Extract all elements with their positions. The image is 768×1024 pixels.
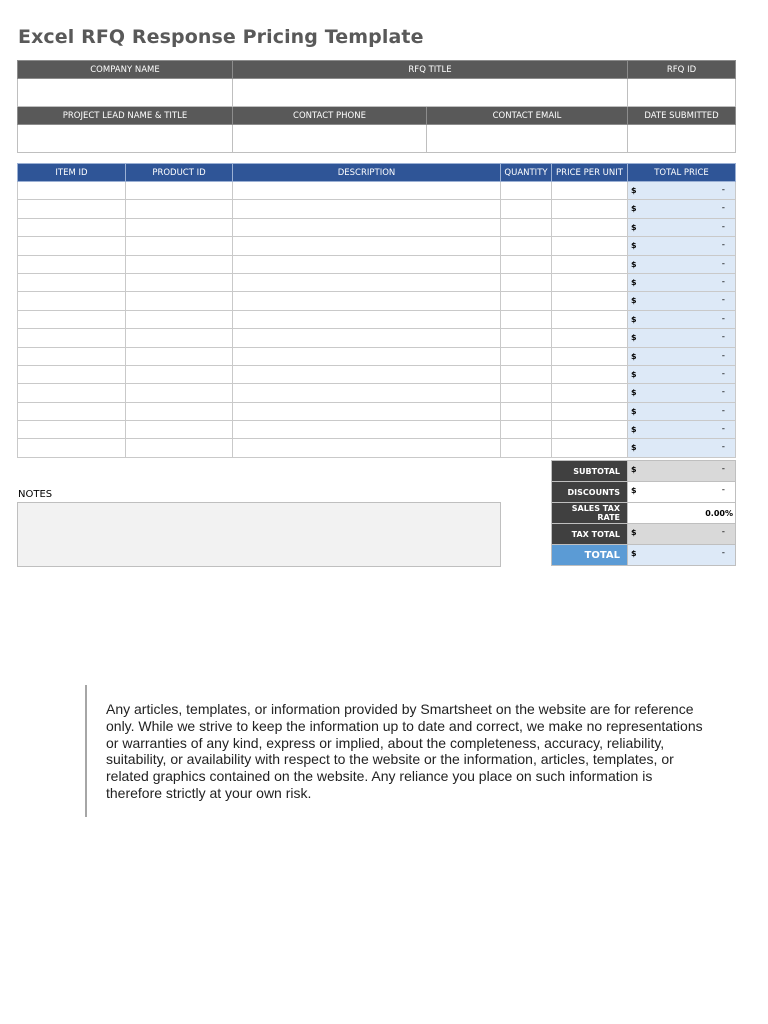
quantity-cell[interactable] — [501, 329, 552, 347]
total-price-cell — [628, 273, 736, 291]
price-per-unit-cell[interactable] — [552, 255, 628, 273]
item-id-cell[interactable] — [18, 237, 126, 255]
currency-symbol: $ — [631, 443, 637, 453]
product-id-cell[interactable] — [126, 200, 233, 218]
contact-phone-cell[interactable] — [233, 125, 427, 153]
total-price-cell — [628, 255, 736, 273]
item-id-cell[interactable] — [18, 421, 126, 439]
description-cell[interactable] — [233, 347, 501, 365]
total-price-amount: - — [721, 387, 725, 398]
company-name-cell[interactable] — [18, 79, 233, 107]
project-lead-cell[interactable] — [18, 125, 233, 153]
disclaimer-divider — [85, 685, 87, 817]
item-id-cell[interactable] — [18, 218, 126, 236]
product-id-cell[interactable] — [126, 182, 233, 200]
tax-total-label: TAX TOTAL — [552, 524, 628, 545]
page-title: Excel RFQ Response Pricing Template — [18, 26, 424, 48]
description-cell[interactable] — [233, 273, 501, 291]
quantity-cell[interactable] — [501, 365, 552, 383]
contact-phone-header: CONTACT PHONE — [233, 107, 427, 125]
description-cell[interactable] — [233, 439, 501, 457]
subtotal-currency: $ — [631, 465, 637, 474]
total-price-amount: - — [721, 313, 725, 324]
subtotal-label: SUBTOTAL — [552, 461, 628, 482]
price-per-unit-cell[interactable] — [552, 421, 628, 439]
item-id-cell[interactable] — [18, 329, 126, 347]
description-header: DESCRIPTION — [233, 164, 501, 182]
total-price-amount: - — [721, 332, 725, 343]
total-price-cell — [628, 365, 736, 383]
subtotal-value — [628, 461, 736, 482]
currency-symbol: $ — [631, 314, 637, 324]
line-items-table — [17, 163, 736, 458]
tax-total-currency: $ — [631, 528, 637, 537]
table-row — [18, 439, 736, 457]
item-id-cell[interactable] — [18, 402, 126, 420]
date-submitted-cell[interactable] — [628, 125, 736, 153]
description-cell[interactable] — [233, 310, 501, 328]
total-price-cell — [628, 292, 736, 310]
total-price-amount: - — [721, 203, 725, 214]
quantity-cell[interactable] — [501, 273, 552, 291]
item-id-cell[interactable] — [18, 439, 126, 457]
quantity-cell[interactable] — [501, 421, 552, 439]
quantity-cell[interactable] — [501, 255, 552, 273]
date-submitted-header: DATE SUBMITTED — [628, 107, 736, 125]
item-id-cell[interactable] — [18, 200, 126, 218]
item-id-cell[interactable] — [18, 384, 126, 402]
price-per-unit-cell[interactable] — [552, 347, 628, 365]
table-row — [18, 237, 736, 255]
currency-symbol: $ — [631, 369, 637, 379]
description-cell[interactable] — [233, 365, 501, 383]
currency-symbol: $ — [631, 388, 637, 398]
total-price-cell — [628, 402, 736, 420]
item-id-header: ITEM ID — [18, 164, 126, 182]
quantity-cell[interactable] — [501, 384, 552, 402]
total-price-cell — [628, 310, 736, 328]
total-price-cell — [628, 347, 736, 365]
currency-symbol: $ — [631, 277, 637, 287]
price-per-unit-cell[interactable] — [552, 310, 628, 328]
item-id-cell[interactable] — [18, 255, 126, 273]
table-row — [18, 365, 736, 383]
quantity-cell[interactable] — [501, 237, 552, 255]
quantity-cell[interactable] — [501, 200, 552, 218]
table-row — [18, 200, 736, 218]
total-price-cell — [628, 384, 736, 402]
quantity-cell[interactable] — [501, 218, 552, 236]
total-price-amount: - — [721, 185, 725, 195]
product-id-cell[interactable] — [126, 273, 233, 291]
product-id-cell[interactable] — [126, 365, 233, 383]
total-price-cell — [628, 237, 736, 255]
product-id-cell[interactable] — [126, 310, 233, 328]
item-id-cell[interactable] — [18, 273, 126, 291]
tax-rate-value[interactable] — [628, 503, 736, 524]
product-id-cell[interactable] — [126, 402, 233, 420]
total-price-amount: - — [721, 368, 725, 379]
product-id-cell[interactable] — [126, 237, 233, 255]
description-cell[interactable] — [233, 329, 501, 347]
total-price-amount: - — [721, 295, 725, 306]
quantity-cell[interactable] — [501, 347, 552, 365]
total-price-amount: - — [721, 276, 725, 287]
tax-rate-amount: 0.00% — [705, 509, 733, 518]
discounts-value[interactable] — [628, 482, 736, 503]
item-id-cell[interactable] — [18, 292, 126, 310]
table-row — [18, 310, 736, 328]
total-price-amount: - — [721, 221, 725, 232]
currency-symbol: $ — [631, 204, 637, 214]
discounts-amount: - — [721, 485, 725, 495]
currency-symbol: $ — [631, 406, 637, 416]
currency-symbol: $ — [631, 241, 637, 251]
product-id-cell[interactable] — [126, 384, 233, 402]
product-id-cell[interactable] — [126, 439, 233, 457]
total-price-amount: - — [721, 240, 725, 251]
description-cell[interactable] — [233, 182, 501, 200]
description-cell[interactable] — [233, 402, 501, 420]
currency-symbol: $ — [631, 186, 637, 195]
description-cell[interactable] — [233, 218, 501, 236]
currency-symbol: $ — [631, 333, 637, 343]
quantity-cell[interactable] — [501, 182, 552, 200]
quantity-cell[interactable] — [501, 310, 552, 328]
currency-symbol: $ — [631, 259, 637, 269]
price-per-unit-cell[interactable] — [552, 384, 628, 402]
description-cell[interactable] — [233, 237, 501, 255]
item-id-cell[interactable] — [18, 365, 126, 383]
total-value — [628, 545, 736, 566]
total-price-cell — [628, 329, 736, 347]
table-row — [18, 347, 736, 365]
product-id-cell[interactable] — [126, 218, 233, 236]
table-row — [18, 384, 736, 402]
product-id-cell[interactable] — [126, 347, 233, 365]
contact-email-cell[interactable] — [427, 125, 628, 153]
price-per-unit-cell[interactable] — [552, 200, 628, 218]
price-per-unit-cell[interactable] — [552, 292, 628, 310]
description-cell[interactable] — [233, 384, 501, 402]
total-price-amount: - — [721, 424, 725, 435]
table-row — [18, 255, 736, 273]
currency-symbol: $ — [631, 222, 637, 232]
rfq-id-header: RFQ ID — [628, 61, 736, 79]
discounts-currency: $ — [631, 486, 637, 495]
total-price-cell — [628, 421, 736, 439]
table-row — [18, 182, 736, 200]
line-items-body — [18, 182, 736, 458]
table-row — [18, 421, 736, 439]
product-id-header: PRODUCT ID — [126, 164, 233, 182]
price-per-unit-header: PRICE PER UNIT — [552, 164, 628, 182]
item-id-cell[interactable] — [18, 310, 126, 328]
tax-total-amount: - — [721, 527, 725, 537]
quantity-header: QUANTITY — [501, 164, 552, 182]
project-info-table — [17, 60, 736, 153]
description-cell[interactable] — [233, 255, 501, 273]
discounts-label: DISCOUNTS — [552, 482, 628, 503]
currency-symbol: $ — [631, 296, 637, 306]
company-name-header: COMPANY NAME — [18, 61, 233, 79]
total-price-amount: - — [721, 442, 725, 453]
total-price-header: TOTAL PRICE — [628, 164, 736, 182]
price-per-unit-cell[interactable] — [552, 402, 628, 420]
price-per-unit-cell[interactable] — [552, 237, 628, 255]
description-cell[interactable] — [233, 292, 501, 310]
table-row — [18, 402, 736, 420]
item-id-cell[interactable] — [18, 347, 126, 365]
notes-field[interactable] — [17, 502, 501, 567]
quantity-cell[interactable] — [501, 292, 552, 310]
total-price-amount: - — [721, 258, 725, 269]
product-id-cell[interactable] — [126, 292, 233, 310]
product-id-cell[interactable] — [126, 421, 233, 439]
table-row — [18, 273, 736, 291]
price-per-unit-cell[interactable] — [552, 182, 628, 200]
disclaimer-text: Any articles, templates, or information provided by Smartsheet on the website are for reference only. While we strive to keep the information up to date and correct, we make no representations or warranties of any kind, express or implied, about the completeness, accuracy, reliability, suitability, or availability with respect to the website or the information, articles, templates, or related graphics contained on the website. Any reliance you place on such information is therefore strictly at your own risk. — [106, 701, 703, 801]
total-price-cell — [628, 218, 736, 236]
product-id-cell[interactable] — [126, 329, 233, 347]
rfq-id-cell[interactable] — [628, 79, 736, 107]
product-id-cell[interactable] — [126, 255, 233, 273]
total-price-amount: - — [721, 350, 725, 361]
item-id-cell[interactable] — [18, 182, 126, 200]
total-currency: $ — [631, 549, 637, 558]
price-per-unit-cell[interactable] — [552, 439, 628, 457]
table-row — [18, 218, 736, 236]
table-row — [18, 329, 736, 347]
project-lead-header: PROJECT LEAD NAME & TITLE — [18, 107, 233, 125]
subtotal-amount: - — [721, 464, 725, 474]
table-row — [18, 292, 736, 310]
notes-label: NOTES — [18, 489, 53, 500]
contact-email-header: CONTACT EMAIL — [427, 107, 628, 125]
price-per-unit-cell[interactable] — [552, 365, 628, 383]
price-per-unit-cell[interactable] — [552, 218, 628, 236]
price-per-unit-cell[interactable] — [552, 273, 628, 291]
total-price-cell — [628, 182, 736, 200]
total-price-cell — [628, 200, 736, 218]
quantity-cell[interactable] — [501, 402, 552, 420]
quantity-cell[interactable] — [501, 439, 552, 457]
price-per-unit-cell[interactable] — [552, 329, 628, 347]
total-amount: - — [721, 548, 725, 558]
rfq-title-cell[interactable] — [233, 79, 628, 107]
total-price-cell — [628, 439, 736, 457]
currency-symbol: $ — [631, 351, 637, 361]
description-cell[interactable] — [233, 421, 501, 439]
summary-table — [551, 460, 736, 566]
total-label: TOTAL — [552, 545, 628, 566]
total-price-amount: - — [721, 405, 725, 416]
rfq-title-header: RFQ TITLE — [233, 61, 628, 79]
tax-rate-label: SALES TAX RATE — [552, 503, 628, 524]
currency-symbol: $ — [631, 425, 637, 435]
tax-total-value — [628, 524, 736, 545]
description-cell[interactable] — [233, 200, 501, 218]
